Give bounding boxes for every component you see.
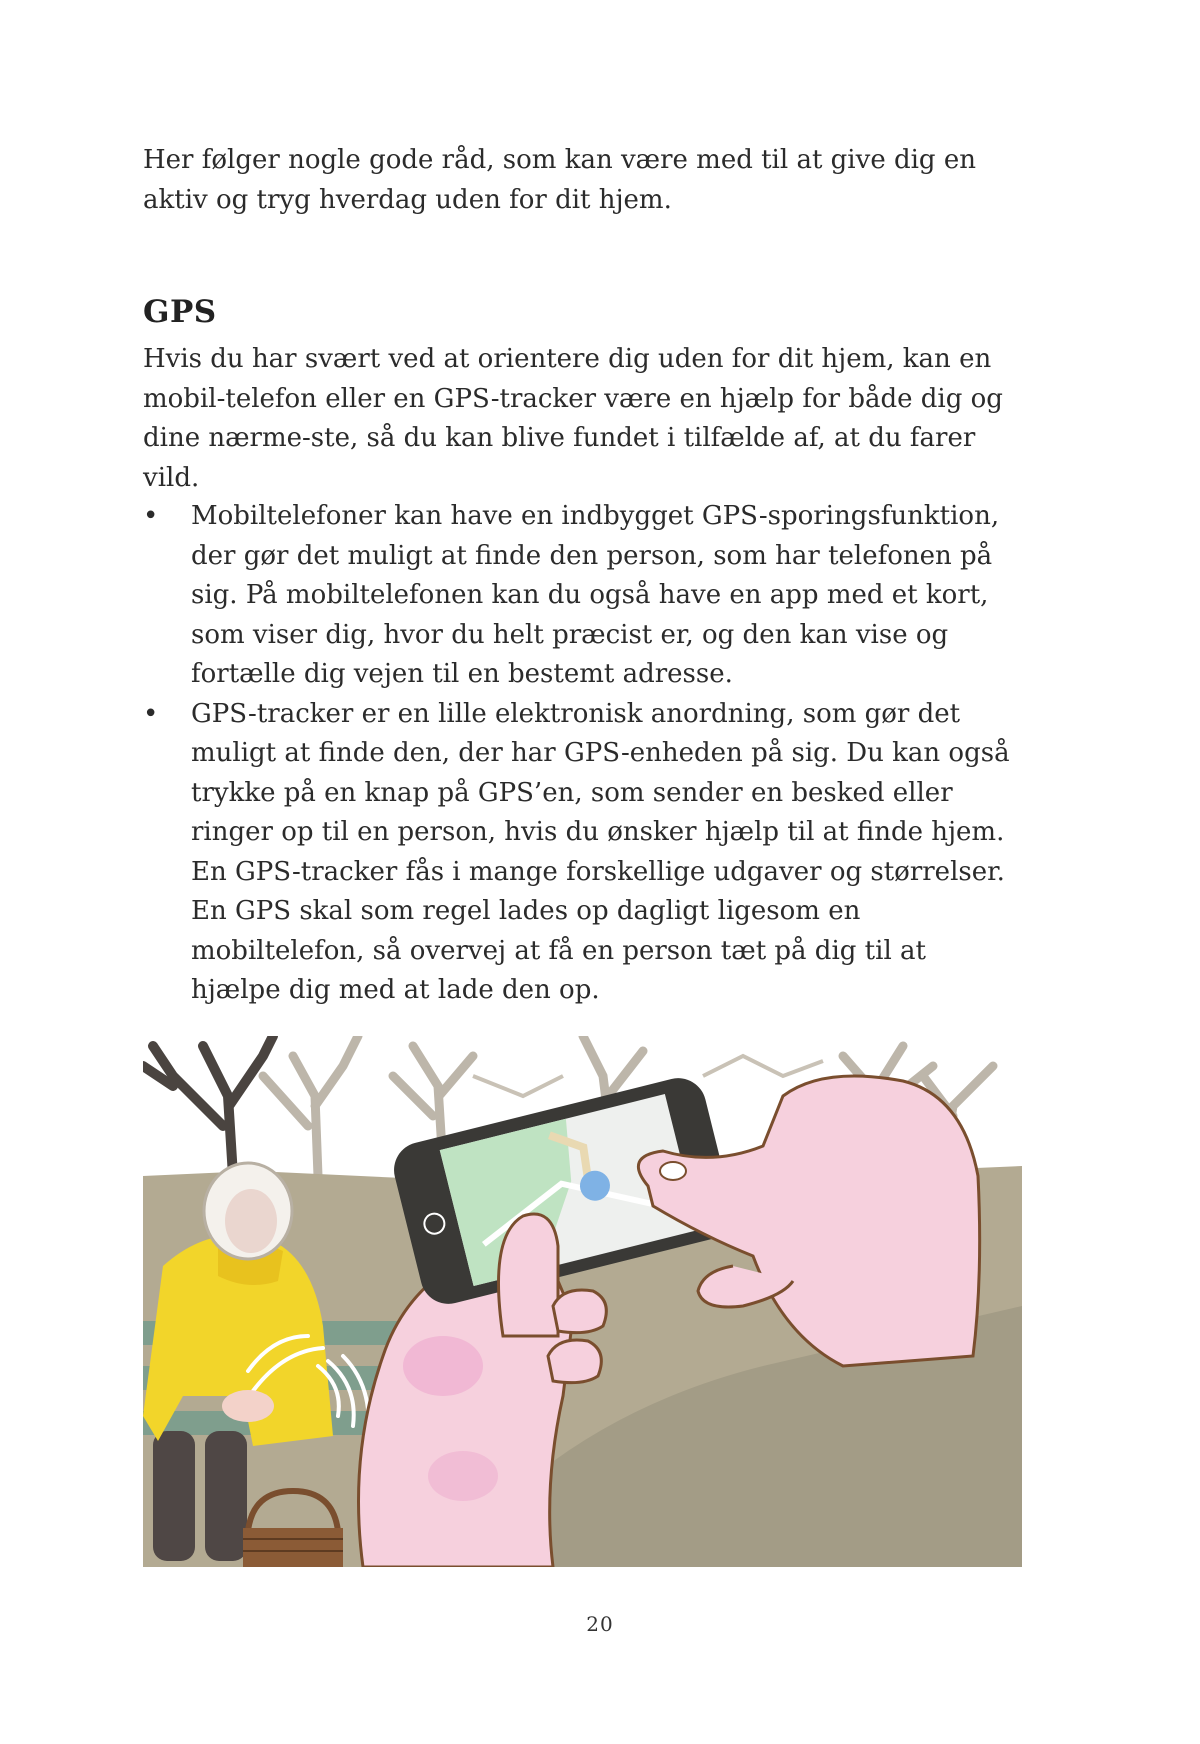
page-number: 20: [586, 1612, 614, 1636]
bullet-marker: •: [143, 501, 159, 531]
intro-paragraph: Her følger nogle gode råd, som kan være med til at give dig en aktiv og tryg hverdag uden for dit hjem.: [143, 145, 976, 215]
section-paragraph: Hvis du har svært ved at orientere dig uden for dit hjem, kan en mobil-telefon eller en GPS-tracker være en hjælp for både dig og dine nærme-ste, så du kan blive fundet i tilfælde af, at du farer vild.: [143, 344, 1003, 493]
section-heading: GPS: [143, 294, 217, 330]
list-item: [143, 497, 1023, 695]
park-bench-smartphone-gps-illustration: [143, 1036, 1022, 1567]
list-item: [143, 695, 1023, 1011]
bullet-text: GPS-tracker er en lille elektronisk anordning, som gør det muligt at finde den, der har GPS-enheden på sig. Du kan også trykke på en knap på GPS’en, som sender en besked eller ringer op til en person, hvis du ønsker hjælp til at finde hjem. En GPS-tracker fås i mange forskellige udgaver og størrelser. En GPS skal som regel lades op dagligt ligesom en mobiltelefon, så overvej at få en person tæt på dig til at hjælpe dig med at lade den op.: [191, 698, 1010, 1005]
bullet-text: Mobiltelefoner kan have en indbygget GPS-sporingsfunktion, der gør det muligt at finde den person, som har telefonen på sig. På mobiltelefonen kan du også have en app med et kort, som viser dig, hvor du helt præcist er, og den kan vise og fortælle dig vejen til en bestemt adresse.: [191, 501, 1000, 689]
bullet-list: [143, 497, 1023, 1011]
bullet-marker: •: [143, 698, 159, 729]
